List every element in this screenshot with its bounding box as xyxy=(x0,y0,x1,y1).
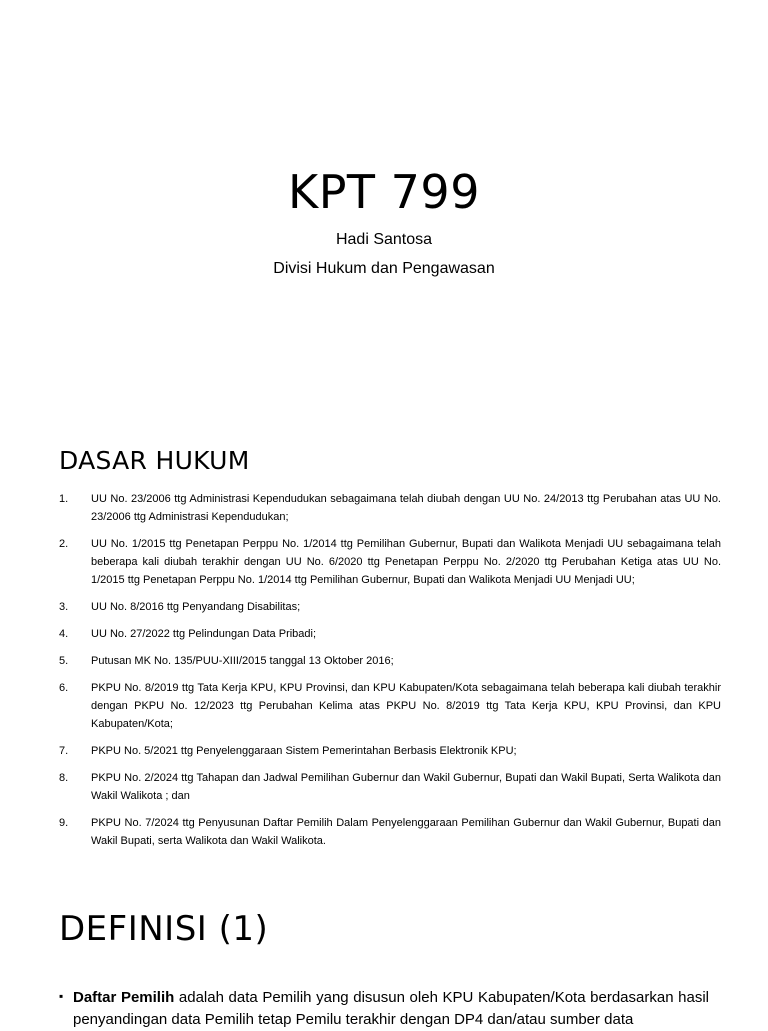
item-number: 4. xyxy=(59,628,69,640)
item-text: PKPU No. 5/2021 ttg Penyelenggaraan Sistem Pemerintahan Berbasis Elektronik KPU; xyxy=(91,745,517,757)
item-text: UU No. 8/2016 ttg Penyandang Disabilitas; xyxy=(91,601,301,613)
list-item xyxy=(59,625,721,643)
list-item xyxy=(59,490,721,526)
item-number: 1. xyxy=(59,493,69,505)
item-text: UU No. 27/2022 ttg Pelindungan Data Pribadi; xyxy=(91,628,317,640)
item-number: 5. xyxy=(59,655,69,667)
list-item xyxy=(59,598,721,616)
definition-paragraph xyxy=(59,987,709,1031)
definition-body: adalah data Pemilih yang disusun oleh KPU Kabupaten/Kota berdasarkan hasil penyandingan data Pemilih tetap Pemilu terakhir dengan DP4 dan/atau sumber data xyxy=(73,989,709,1028)
page-title: KPT 799 xyxy=(288,165,480,219)
list-item xyxy=(59,652,721,670)
dasar-hukum-heading: DASAR HUKUM xyxy=(59,446,250,475)
item-number: 8. xyxy=(59,772,69,784)
item-text: PKPU No. 7/2024 ttg Penyusunan Daftar Pemilih Dalam Penyelenggaraan Pemilihan Gubernur dan Wakil Gubernur, Bupati dan Wakil Bupati, serta Walikota dan Wakil Walikota. xyxy=(91,817,721,847)
item-number: 7. xyxy=(59,745,69,757)
definisi-heading: DEFINISI (1) xyxy=(59,909,269,949)
division-name: Divisi Hukum dan Pengawasan xyxy=(273,260,495,277)
legal-basis-list xyxy=(59,490,721,859)
item-number: 9. xyxy=(59,817,69,829)
presenter-name: Hadi Santosa xyxy=(335,231,433,248)
definition-text xyxy=(59,987,709,1031)
list-item xyxy=(59,814,721,850)
list-item xyxy=(59,742,721,760)
item-text: UU No. 23/2006 ttg Administrasi Kependudukan sebagaimana telah diubah dengan UU No. 24/2013 ttg Perubahan atas UU No. 23/2006 ttg Administrasi Kependudukan; xyxy=(91,493,721,523)
list-item xyxy=(59,769,721,805)
item-text: UU No. 1/2015 ttg Penetapan Perppu No. 1/2014 ttg Pemilihan Gubernur, Bupati dan Walikota Menjadi UU sebagaimana telah beberapa kali diubah terakhir dengan UU No. 6/2020 ttg Penetapan Perppu No. 2/2020 ttg Perubahan Ketiga atas UU No. 1/2015 ttg Penetapan Perppu No. 1/2014 ttg Pemilihan Gubernur, Bupati dan Walikota Menjadi UU Menjadi UU; xyxy=(91,538,721,586)
item-number: 6. xyxy=(59,682,69,694)
list-item xyxy=(59,535,721,589)
item-text: PKPU No. 2/2024 ttg Tahapan dan Jadwal Pemilihan Gubernur dan Wakil Gubernur, Bupati dan Wakil Bupati, Serta Walikota dan Wakil Walikota ; dan xyxy=(91,772,721,802)
bullet-icon: ▪ xyxy=(59,989,64,1003)
item-text: Putusan MK No. 135/PUU-XIII/2015 tanggal 13 Oktober 2016; xyxy=(91,655,394,667)
item-number: 3. xyxy=(59,601,69,613)
item-number: 2. xyxy=(59,538,69,550)
definition-term: Daftar Pemilih xyxy=(73,989,175,1006)
item-text: PKPU No. 8/2019 ttg Tata Kerja KPU, KPU Provinsi, dan KPU Kabupaten/Kota sebagaimana telah beberapa kali diubah terakhir dengan PKPU No. 12/2023 ttg Perubahan Kelima atas PKPU No. 8/2019 ttg Tata Kerja KPU, KPU Provinsi, dan KPU Kabupaten/Kota; xyxy=(91,682,721,730)
list-item xyxy=(59,679,721,733)
